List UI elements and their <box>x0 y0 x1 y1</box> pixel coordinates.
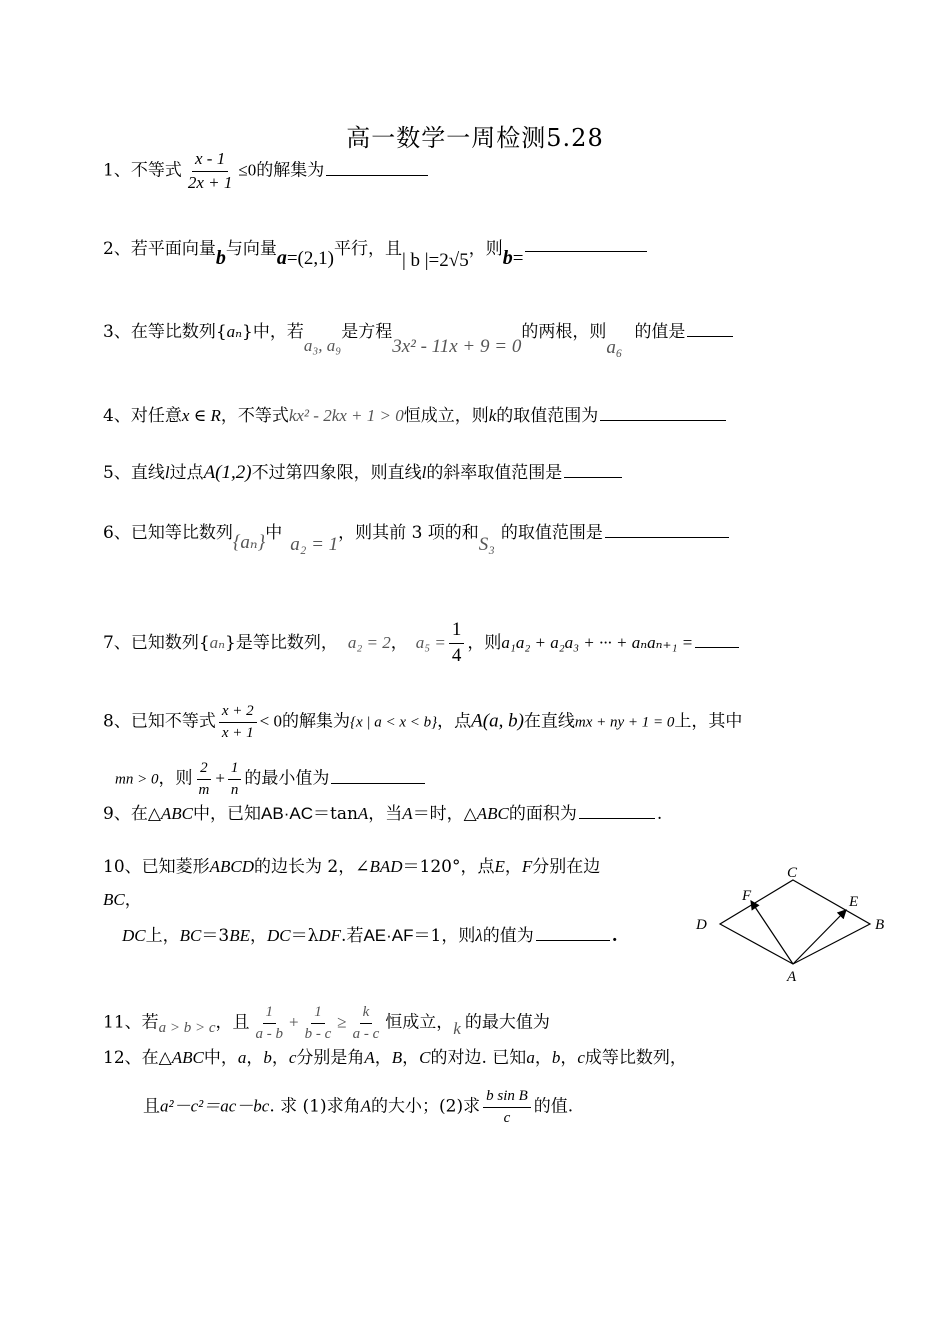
math-expr: ABC <box>171 1048 204 1067</box>
answer-blank[interactable] <box>525 250 647 252</box>
math-expr: x ∈ R <box>181 406 221 425</box>
math-expr: ≤0 <box>238 160 257 180</box>
answer-blank[interactable] <box>579 817 655 819</box>
math-expr: l <box>164 463 170 482</box>
question-text: ，且 <box>215 1012 250 1033</box>
question-text: ， <box>374 1048 392 1068</box>
question-9 <box>103 805 662 823</box>
math-expr: kx² - 2kx + 1 > 0 <box>288 406 404 425</box>
answer-blank[interactable] <box>695 646 739 648</box>
question-text: 已知菱形 <box>141 857 210 877</box>
question-text: }是等比数列， <box>225 632 338 653</box>
question-text: 若平面向量 <box>130 239 216 259</box>
question-text: 的值为 <box>482 926 534 946</box>
math-expr: aₙ <box>226 322 243 341</box>
question-text: 过点 <box>169 463 204 483</box>
fraction <box>195 760 212 798</box>
denominator: n <box>230 781 239 798</box>
question-text: ，当 <box>368 804 403 824</box>
label-F: F <box>742 888 752 904</box>
question-text: 不等式 <box>130 160 182 181</box>
question-text: ，点 <box>437 711 472 732</box>
math-expr: {x | a < x < b} <box>349 714 438 731</box>
question-6 <box>103 523 731 555</box>
question-text: 的两根，则 <box>521 322 607 342</box>
label-E: E <box>849 894 859 910</box>
question-text: ， <box>246 1048 264 1068</box>
math-expr: BC <box>179 926 202 945</box>
numerator: x + 2 <box>219 703 257 723</box>
math-expr: | b |=2√5 <box>401 250 469 271</box>
denominator: a - b <box>255 1025 284 1042</box>
math-expr: a₅ = <box>415 632 446 652</box>
question-text: ， <box>560 1048 578 1068</box>
question-text: 恒成立，则 <box>403 406 489 426</box>
question-text: . <box>656 804 663 824</box>
question-text: 的大小；(2)求 <box>371 1096 481 1117</box>
question-12 <box>103 1049 687 1067</box>
question-number: 5、 <box>103 463 131 483</box>
math-expr: + <box>289 1012 299 1032</box>
fraction <box>350 1004 383 1042</box>
question-text: ， <box>124 890 142 910</box>
question-text: 若 <box>141 1012 159 1033</box>
vector-symbol: b <box>502 247 513 269</box>
math-expr: λ <box>475 926 483 945</box>
question-text: 的解集为 <box>256 160 325 181</box>
question-text: 在等比数列{ <box>130 322 227 342</box>
denominator: 2x + 1 <box>187 172 233 192</box>
denominator: b - c <box>304 1025 332 1042</box>
fraction <box>483 1088 531 1126</box>
question-number: 10、 <box>103 857 142 877</box>
question-10-continued <box>103 891 142 909</box>
question-4 <box>103 407 728 425</box>
math-expr: < 0 <box>259 711 282 731</box>
math-expr: A <box>357 804 369 823</box>
question-text: 的值是 <box>634 322 686 342</box>
question-text: 的斜率取值范围是 <box>426 463 563 483</box>
fraction <box>185 150 236 192</box>
math-expr: C <box>419 1048 431 1067</box>
math-expr: a <box>526 1048 535 1067</box>
question-text: ， <box>402 1048 420 1068</box>
question-text: 上，其中 <box>674 711 743 732</box>
question-number: 8、 <box>103 711 131 732</box>
numerator: k <box>360 1004 373 1024</box>
answer-blank[interactable] <box>687 335 733 337</box>
numerator: 2 <box>197 760 211 780</box>
fraction <box>253 1004 287 1042</box>
question-text: ，则 <box>158 768 193 789</box>
vector-AF <box>751 901 793 964</box>
math-expr: B <box>391 1048 403 1067</box>
question-text: ，则 <box>467 632 502 653</box>
question-text: 恒成立， <box>385 1012 454 1033</box>
fraction <box>219 703 257 741</box>
math-expr: {aₙ} <box>232 532 266 553</box>
math-expr: a²－c²＝ac－bc <box>160 1096 270 1116</box>
question-text: 平行，且 <box>333 239 402 259</box>
question-text: ＝3 <box>201 926 230 946</box>
math-expr: A(1,2) <box>203 462 252 483</box>
math-expr: aₙ <box>209 632 226 652</box>
math-expr: a₂ = 1 <box>290 534 339 555</box>
question-number: 3、 <box>103 322 131 342</box>
question-text: ， <box>504 857 522 877</box>
math-expr: = <box>512 248 524 269</box>
denominator: a - c <box>352 1025 380 1042</box>
math-expr: b <box>551 1048 561 1067</box>
math-expr: A <box>360 1096 372 1116</box>
question-text: 且 <box>143 1096 160 1117</box>
math-expr: + <box>215 768 225 788</box>
math-expr: =(2,1) <box>286 248 334 269</box>
question-text: 的最大值为 <box>464 1012 550 1033</box>
question-number: 7、 <box>103 632 131 653</box>
math-expr: BC <box>103 890 125 909</box>
math-expr: E <box>494 857 505 876</box>
fraction <box>449 620 465 667</box>
question-text: ，则 <box>468 239 503 259</box>
denominator: 4 <box>451 644 462 666</box>
math-expr: DC <box>122 926 146 945</box>
math-expr: DC <box>266 926 291 945</box>
question-text: ， <box>534 1048 552 1068</box>
question-text: ＝时，△ <box>412 804 477 824</box>
math-expr: A(a, b) <box>471 710 524 732</box>
fraction <box>302 1004 335 1042</box>
label-B: B <box>875 917 885 933</box>
question-5 <box>103 463 624 482</box>
question-10-continued-2 <box>122 927 618 945</box>
question-text: 已知等比数列 <box>130 523 233 543</box>
question-text: 的值. <box>533 1096 574 1117</box>
numerator: x - 1 <box>192 150 228 172</box>
question-text: ，则其前 3 项的和 <box>338 523 479 543</box>
question-text: 中 <box>265 523 283 543</box>
math-expr: b <box>263 1048 272 1067</box>
question-text: .若 <box>341 926 364 946</box>
denominator: m <box>198 781 210 798</box>
math-expr: mn > 0 <box>115 771 159 788</box>
question-text: 成等比数列， <box>584 1048 687 1068</box>
question-text: 中， <box>203 1048 238 1068</box>
math-expr: ≥ <box>337 1012 347 1032</box>
question-text: 的取值范围为 <box>496 406 599 426</box>
answer-blank[interactable] <box>605 536 729 538</box>
question-text: 在直线 <box>523 711 575 732</box>
denominator: c <box>503 1109 511 1126</box>
vector-symbol: b <box>215 247 226 269</box>
math-expr: ABCD <box>209 857 255 876</box>
answer-blank[interactable] <box>331 782 425 784</box>
label-D: D <box>696 917 707 933</box>
question-text: 的取值范围是 <box>500 523 603 543</box>
answer-blank[interactable] <box>600 419 726 421</box>
numerator: b sin B <box>483 1088 531 1108</box>
question-3 <box>103 322 735 358</box>
question-number: 9、 <box>103 804 131 824</box>
math-expr: k <box>453 1018 461 1038</box>
math-expr: A <box>364 1048 375 1067</box>
denominator: x + 1 <box>221 724 254 741</box>
math-expr: BE <box>229 926 250 945</box>
question-text: 的边长为 2，∠ <box>254 857 370 877</box>
answer-blank[interactable] <box>536 939 610 941</box>
question-text: 的解集为 <box>281 711 350 732</box>
math-expr: c <box>288 1048 297 1067</box>
page-title: 高一数学一周检测5.28 <box>346 124 604 152</box>
vector-AE <box>793 910 846 964</box>
question-text: 分别是角 <box>296 1048 365 1068</box>
numerator: 1 <box>263 1004 277 1024</box>
question-number: 6、 <box>103 523 131 543</box>
math-expr: a₁a₂ + a₂a₃ + ··· + aₙaₙ₊₁ = <box>501 632 694 652</box>
question-text: 是方程 <box>341 322 393 342</box>
answer-blank[interactable] <box>564 476 622 478</box>
question-text: . 求 (1)求角 <box>269 1096 361 1117</box>
math-expr: ABC <box>160 804 194 823</box>
question-text: }中，若 <box>242 322 304 342</box>
question-text: 在△ <box>130 804 161 824</box>
question-text: 已知不等式 <box>130 711 216 732</box>
math-expr: 3x² - 11x + 9 = 0 <box>392 336 522 357</box>
math-expr: BAD <box>369 857 403 876</box>
question-number: 2、 <box>103 239 131 259</box>
question-text: 分别在边 <box>532 857 601 877</box>
question-text: ， <box>390 632 408 653</box>
math-expr: l <box>421 463 427 482</box>
math-expr: A <box>402 804 413 823</box>
fraction <box>228 760 242 798</box>
question-text: 中，已知 <box>193 804 262 824</box>
question-text: 与向量 <box>225 239 277 259</box>
question-number: 11、 <box>103 1012 142 1033</box>
math-expr: AE·AF <box>363 926 414 945</box>
question-text: 不过第四象限，则直线 <box>251 463 422 483</box>
question-text: . <box>611 926 618 946</box>
math-expr: a₂ = 2 <box>347 632 391 652</box>
math-expr: a > b > c <box>158 1019 216 1036</box>
question-text: 对任意 <box>130 406 182 426</box>
rhombus-figure <box>690 860 890 985</box>
math-expr: a₆ <box>606 337 623 358</box>
numerator: 1 <box>228 760 242 780</box>
question-8-continued <box>115 760 427 798</box>
math-expr: ABC <box>476 804 509 823</box>
question-11 <box>103 1004 550 1042</box>
question-text: ＝120°，点 <box>402 857 495 877</box>
question-number: 1、 <box>103 160 131 181</box>
question-10 <box>103 858 600 876</box>
question-text: ， <box>249 926 267 946</box>
question-text: 的对边. 已知 <box>430 1048 527 1068</box>
math-expr: F <box>521 857 533 876</box>
question-2 <box>103 238 649 271</box>
math-expr: a₃, a₉ <box>303 336 342 355</box>
question-text: ＝tan <box>312 804 358 824</box>
math-expr: DF <box>318 926 342 945</box>
question-number: 12、 <box>103 1048 142 1068</box>
question-7 <box>103 620 741 667</box>
math-expr: mx + ny + 1 = 0 <box>574 714 675 731</box>
question-text: 直线 <box>130 463 165 483</box>
answer-blank[interactable] <box>326 174 428 176</box>
question-text: 的面积为 <box>508 804 577 824</box>
question-12-continued <box>143 1088 573 1126</box>
label-A: A <box>787 969 797 985</box>
math-expr: c <box>577 1048 585 1067</box>
question-text: 在△ <box>141 1048 172 1068</box>
label-C: C <box>787 865 798 881</box>
question-number: 4、 <box>103 406 131 426</box>
question-text: 上， <box>145 926 180 946</box>
math-expr: a <box>237 1048 247 1067</box>
question-text: ，不等式 <box>220 406 289 426</box>
question-text: 的最小值为 <box>244 768 330 789</box>
numerator: 1 <box>311 1004 325 1024</box>
numerator: 1 <box>449 620 465 644</box>
math-expr: k <box>488 406 497 425</box>
question-text: ＝λ <box>290 926 319 946</box>
question-8 <box>103 703 742 741</box>
vector-symbol: a <box>276 247 287 269</box>
question-text: 已知数列{ <box>130 632 210 653</box>
math-expr: AB·AC <box>261 804 313 823</box>
math-expr: S₃ <box>478 534 495 555</box>
question-text: ， <box>271 1048 289 1068</box>
question-1 <box>103 150 430 192</box>
question-text: ＝1，则 <box>413 926 476 946</box>
